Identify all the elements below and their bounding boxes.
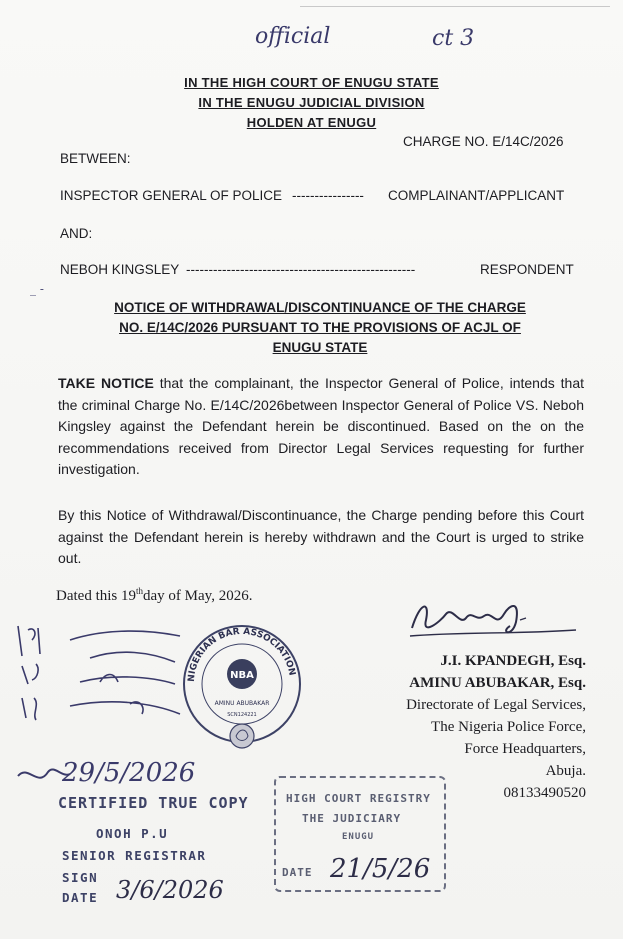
respondent-name: NEBOH KINGSLEY: [60, 262, 180, 277]
handwritten-stamp-date: 29/5/2026: [62, 758, 196, 788]
court-heading-line1: IN THE HIGH COURT OF ENUGU STATE: [184, 75, 439, 90]
respondent-dashes: ---------------------------------------------------: [186, 262, 416, 277]
nba-seal: [180, 612, 304, 766]
complainant-dashes: ----------------: [292, 188, 364, 203]
signatory-name-2: AMINU ABUBAKAR, Esq.: [409, 675, 586, 691]
ctc-stamp-title: CERTIFIED TRUE COPY: [58, 794, 249, 812]
between-label: BETWEEN:: [60, 151, 131, 166]
dated-sup: th: [136, 586, 144, 596]
handwritten-official-note: official: [255, 24, 331, 49]
and-label: AND:: [60, 226, 93, 241]
notice-title-line1: NOTICE OF WITHDRAWAL/DISCONTINUANCE OF THE CHARGE: [114, 300, 526, 315]
seal-member-name: AMINU ABUBAKAR: [214, 700, 270, 707]
complainant-name: INSPECTOR GENERAL OF POLICE: [60, 188, 283, 203]
signature-phone: 08133490520: [503, 785, 586, 801]
registry-line1: HIGH COURT REGISTRY: [286, 792, 431, 805]
signature-office-line2: The Nigeria Police Force,: [431, 719, 586, 735]
charge-number: CHARGE NO. E/14C/2026: [403, 134, 564, 149]
signatory-name-1: J.I. KPANDEGH, Esq.: [440, 653, 586, 669]
registry-date-label: DATE: [282, 866, 313, 879]
signature-office-line4: Abuja.: [545, 763, 586, 779]
ctc-handwritten-date: 3/6/2026: [116, 876, 224, 904]
ctc-date-label: DATE: [62, 890, 99, 905]
take-notice-text: that the complainant, the Inspector General of Police, intends that the criminal Charge No. E/14C/2026between Inspector General of Police VS. Neboh Kingsley against the Defendant herein be discontinued. Based on the on the recommendations received from Director Legal Services requesting for further investigation.: [58, 375, 584, 477]
registry-line3: ENUGU: [342, 832, 375, 842]
registry-handwritten-date: 21/5/26: [330, 854, 431, 884]
signature-office-line1: Directorate of Legal Services,: [406, 697, 586, 713]
seal-logo-text: NBA: [230, 670, 254, 681]
ctc-sign-label: SIGN: [62, 870, 99, 885]
handwritten-stamp-scribble: [14, 758, 74, 790]
ctc-officer-rank: SENIOR REGISTRAR: [62, 848, 207, 863]
signature-scribble: [400, 592, 580, 648]
page-top-line: [300, 6, 610, 7]
take-notice-paragraph: [58, 373, 584, 481]
signature-office-line3: Force Headquarters,: [464, 741, 586, 757]
registry-line2: THE JUDICIARY: [302, 812, 402, 825]
handwritten-ct-note: ct 3: [432, 26, 475, 51]
dated-line: [56, 586, 252, 605]
ctc-officer-name: ONOH P.U: [96, 826, 169, 841]
notice-title-line3: ENUGU STATE: [272, 340, 368, 355]
seal-member-number: SCN124221: [227, 712, 257, 718]
dated-suffix: day of May, 2026.: [143, 588, 253, 604]
court-heading-line2: IN THE ENUGU JUDICIAL DIVISION: [198, 95, 425, 110]
dated-prefix: Dated this 19: [56, 588, 136, 604]
margin-mark: _ -: [30, 282, 44, 296]
notice-title-line2: NO. E/14C/2026 PURSUANT TO THE PROVISIONS OF ACJL OF: [119, 320, 521, 335]
respondent-role: RESPONDENT: [480, 262, 574, 277]
handwritten-margin-notes: [10, 618, 200, 768]
take-notice-label: TAKE NOTICE: [58, 375, 154, 391]
complainant-role: COMPLAINANT/APPLICANT: [388, 188, 565, 203]
seal-ring-text: NIGERIAN BAR ASSOCIATION: [186, 626, 297, 683]
withdrawal-paragraph: By this Notice of Withdrawal/Discontinuance, the Charge pending before this Court against the Defendant herein is hereby withdrawn and the Court is urged to strike out.: [58, 507, 584, 566]
court-heading-line3: HOLDEN AT ENUGU: [246, 115, 377, 130]
